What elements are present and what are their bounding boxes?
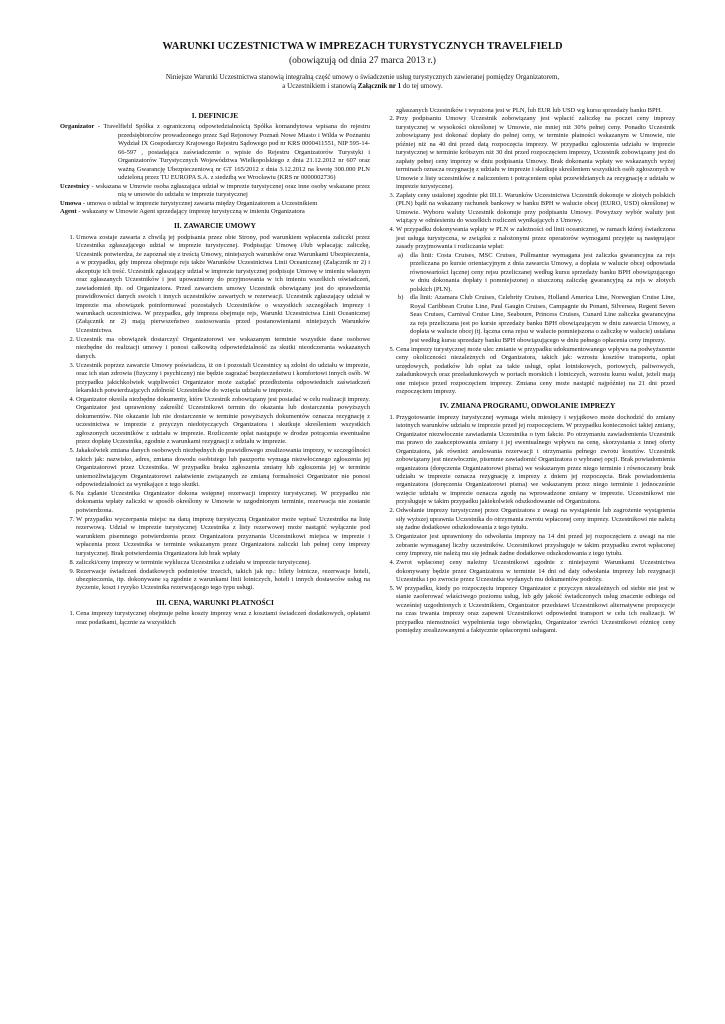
definition-item — [60, 123, 370, 182]
intro-line-2 — [120, 82, 605, 91]
intro-line-1: Niniejsze Warunki Uczestnictwa stanowią integralną część umowy o świadczenie usług turystycznych zawieranej pomiędzy Organizatorem, — [165, 73, 560, 81]
intro-line-2-pre: a Uczestnikiem i stanowią — [282, 82, 358, 91]
section-2-item: 1. Umowa zostaje zawarta z chwilą jej podpisania przez obie Strony, pod warunkiem wpłacenia zaliczki przez Uczestnika zgłaszającego udział w imprezie turystycznej. Podpisując Umowę i/lub wpłacając zaliczkę, Uczestnik potwierdza, że zapoznał się z treścią Umowy, niniejszych warunków oraz Warunkami Ubezpieczenia, a w przypadku, gdy impreza obejmuje rejs także Warunków Uczestnictwa Linii Oceanicznej (Załącznik nr 2) i akceptuje ich treść. Uczestnik zgłaszający udział w imprezie turystycznej podpisuje Umowę w imieniu własnym oraz zgłaszanych Uczestników i jest upoważniony do przyjmowania w ich imieniu wszelkich oświadczeń, zawiadomień itp. od Organizatora. Przed zawarciem umowy Uczestnik obowiązany jest do sprawdzenia prawidłowości danych swoich i innych uczestników zawartych w rezerwacji. Uczestnik zgłaszający udział w imprezie ma obowiązek poinformować pozostałych Uczestników o wszystkich szczegółach imprezy i warunkach uczestnictwa. W przypadku, gdy impreza obejmuje rejs, Warunki Uczestnictwa Linii Oceanicznej (Załącznik nr 2) mają pierwszeństwo zastosowania przed postanowieniami niniejszych Warunków Uczestnictwa. — [76, 234, 370, 335]
definition-text: - wskazany w Umowie Agent sprzedający imprezę turystyczną w imieniu Organizatora — [76, 207, 305, 215]
section-4-list — [380, 414, 675, 636]
left-column — [60, 112, 370, 628]
section-2-item: 7. W przypadku wyczerpania miejsc na daną imprezę turystyczną Organizator może wpisać Uczestnika na listę rezerwową. Udział w imprezie turystycznej Uczestnika z listy rezerwowej może nastąpić wyłącznie pod warunkiem pisemnego potwierdzenia przez Organizatora przyznania Uczestnikowi miejsca w imprezie i wpłacenia przez Uczestnika w terminie wskazanym przez Organizatora zaliczki lub pełnej ceny imprezy turystycznej. Brak potwierdzenia Organizatora lub brak wpłaty — [76, 516, 370, 558]
section-2-item: 8. zaliczki/ceny imprezy w terminie wyklucza Uczestnika z udziału w imprezie turystycznej. — [76, 559, 370, 567]
subitem-text: dla linii: Costa Cruises, MSC Cruises, Pullmantur wymagana jest zaliczka gwarancyjna za rejs przeliczana po kursie orientacyjnym z dnia zawarcia Umowy, a dopłata w walucie obcej odpowiada równowartości łącznej ceny rejsu przeliczanej według kursu sprzedaży banku BPH obowiązującego w dniu dokonania dopłaty i pomniejszonej o uiszczoną zaliczkę gwarancyjną za rejs w złotych polskich (PLN). — [410, 251, 675, 293]
right-column — [380, 107, 675, 636]
intro-line-2-post: do tej umowy. — [401, 82, 443, 91]
section-2-item: 6. Na żądanie Uczestnika Organizator dokona wstępnej rezerwacji imprezy turystycznej. W przypadku nie dokonania wpłaty zaliczki w sposób określony w Umowie w uzgodnionym terminie, rezerwacja nie zostanie potwierdzona. — [76, 490, 370, 515]
document-title: WARUNKI UCZESTNICTWA W IMPREZACH TURYSTYCZNYCH TRAVELFIELD — [162, 41, 563, 52]
section-4-item: 1. Przygotowanie imprezy turystycznej wymaga wielu miesięcy i wyjątkowo może dochodzić do zmiany istotnych warunków udziału w imprezie przed jej rozpoczęciem. W przypadku konieczności takiej zmiany, Organizator niezwłocznie zawiadamia Uczestnika o tym fakcie. Po otrzymaniu zawiadomienia Uczestnik ma prawo do zaakceptowania zmiany i jej ewentualnego wpływu na cenę, skorzystania z innej oferty Organizatora, jak również anulowania rezerwacji i otrzymania pełnego zwrotu kosztów. Uczestnik zobowiązany jest niezwłocznie, pisemnie zawiadomić Organizatora o wybranej opcji. Brak powiadomienia organizatora (doręczenia Organizatorowi pisma) we wskazanym przez niego terminie i równoczesny brak udziału w imprezie oznacza rezygnację z imprezy z dniem jej rozpoczęcia. Brak powiadomienia organizatora (doręczenia Organizatorowi pisma) we wskazanym przez niego terminie i jednocześnie wzięcie udziału w imprezie oznacza zgodę na wprowadzone zmiany w imprezie. Uczestnikowi nie przysługuje w takim przypadku jakiekolwiek odszkodowanie od Organizatora. — [396, 414, 675, 507]
section-3-item-1: 1. Cena imprezy turystycznej obejmuje pełne koszty imprezy wraz z kosztami świadczeń dodatkowych, opłatami oraz podatkami, łącznie za wszystkich — [76, 610, 370, 627]
subitem-text: dla linii: Azamara Club Cruises, Celebrity Cruises, Holland America Line, Norwegian Cruise Line, Royal Caribbean Cruise Line, Paul Gaugin Cruises, Campagnie du Ponant, Silversea, Regent Seven Seas Cruises, Carnival Cruise Line, Seabourn, Princess Cruises, Cunard Line zaliczka gwarancyjna za rejs przeliczana jest po kursie sprzedaży banku BPH obowiązującym w dniu zawarcia Umowy, a dopłata w walucie obcej (tj. łączna cena rejsu w walucie pomniejszona o zaliczkę w walucie) ustalana jest według kursu sprzedaży banku BPH obowiązującego w dniu pełnego opłacenia ceny imprezy. — [410, 294, 675, 344]
section-3-item — [396, 226, 675, 345]
section-4-item: 3. Organizator jest uprawniony do odwołania imprezy na 14 dni przed jej rozpoczęciem z uwagi na nie zebranie wymaganej liczby uczestników. Uczestnikowi przysługuje w takim przypadku zwrot wpłaconej ceny imprezy, nie należą mu się jednak żadne dodatkowe odszkodowania z tego tytułu. — [396, 533, 675, 558]
section-2-item: 5. Jakakolwiek zmiana danych osobowych niezbędnych do prawidłowego zrealizowania imprezy, w szczególności takich jak: nazwisko, adres, zmiana dowodu osobistego lub paszportu wymaga niezwłocznego zgłoszenia jej Organizatorowi przez Uczestnika. W przypadku braku zgłoszenia zmiany lub zgłoszenia jej w terminie uniemożliwiającym Organizatorowi załatwienie związanych ze zmianą formalności Organizator nie ponosi odpowiedzialności za wynikające z tego skutki. — [76, 447, 370, 489]
definition-term: Umowa — [60, 199, 82, 207]
section-2-item: 9. Rezerwacje świadczeń dodatkowych podmiotów trzecich, takich jak np.: bilety lotnicze, rezerwacje hoteli, ubezpieczenia, itp. dokonywane są zgodnie z warunkami linii lotniczych, hoteli i innych dostawców usług na życzenie, koszt i ryzyko Uczestnika rezerwującego tego typu usługi. — [76, 568, 370, 593]
section-3-list-left — [60, 610, 370, 627]
section-3-item — [396, 115, 675, 191]
section-4-item: 5. W przypadku, kiedy po rozpoczęciu imprezy Organizator z przyczyn niezależnych od siebie nie jest w stanie zaoferować właściwego poziomu usług, lub gdy jakość świadczonych usług znacznie odbiega od wcześniej uzgodnionych z Uczestnikiem, Organizator przedstawi Uczestnikowi alternatywne propozycje na czas trwania imprezy oraz zapewni Uczestnikowi odpowiedni transport w celu ich realizacji. W przypadku niemożności wypełnienia tego obowiązku, Organizator zwróci Uczestnikowi różnicę ceny pomiędzy zrealizowanymi a faktycznie opłaconymi usługami. — [396, 585, 675, 636]
definition-item — [60, 208, 370, 216]
section-2-item: 4. Organizator określa niezbędne dokumenty, które Uczestnik zobowiązany jest posiadać w celu realizacji imprezy. Organizator jest uprawniony zakreślić Uczestnikowi termin do okazania lub dostarczenia powyższych dokumentów. Nie okazanie lub nie dostarczenie w terminie powyższych dokumentów oznacza rezygnację z uczestnictwa w imprezie z przyczyn niedotyczących Organizatora i skutkuje skreśleniem wszystkich zgłoszonych uczestników z udziału w imprezie. Rozliczenie opłat nastąpuje w drodze potrącenia ewentualne przez dopłatę Uczestnika, zgodnie z warunkami rezygnacji z udziału w imprezie. — [76, 396, 370, 447]
definition-text: - Travelfield Spółka z ograniczoną odpowiedzialnością Spółka komandytowa wpisana do rejestru przedsiębiorców prowadzonego przez Sąd Rejonowy Poznań Nowe Miasto i Wilda w Poznaniu Wydział IX Gospodarczy Krajowego Rejestru Sądowego pod nr KRS 0000411551, NIP 595-14-66-597 , posiadająca zaświadczenie o wpisie do Rejestru Organizatorów Turystyki i Organizatorów Turystycznych Województwa Wielkopolskiego z dnia 21.12.2012 nr 607 oraz ważną Gwarancję Ubezpieczeniową nr GT 165/2012 z dnia 3.12.2012 na kwotę 300.000 PLN udzieloną przez TU EUROPA S.A. z siedzibą we Wrocławiu (KRS nr 0000002736) — [94, 123, 370, 182]
section-2-heading: II. ZAWARCIE UMOWY — [174, 221, 256, 231]
definition-text: - umowa o udział w imprezie turystycznej zawarta między Organizatorem a Uczestnikiem — [81, 199, 318, 207]
definition-term: Organizator — [60, 123, 95, 131]
section-3-item-1-continued: zgłaszanych Uczestników i wyrażona jest w PLN, lub EUR lub USD wg kursu sprzedaży banku BPH. — [396, 107, 662, 114]
subitem-label: b) — [398, 294, 404, 302]
section-3-list-right — [380, 115, 675, 396]
section-4-heading: IV. ZMIANA PROGRAMU, ODWOŁANIE IMPREZY — [439, 401, 616, 411]
definitions-list — [60, 123, 370, 216]
section-4-item: 2. Odwołanie imprezy turystycznej przez Organizatora z uwagi na wystąpienie lub zagrożenie wystąpienia siły wyższej uprawnia Uczestnika do otrzymania zwrotu wpłaconej ceny imprezy. Uczestnikowi nie należą się żadne dodatkowe odszkodowania z tego tytułu. — [396, 507, 675, 532]
section-2-item: 3. Uczestnik poprzez zawarcie Umowy poświadcza, iż on i pozostali Uczestnicy są zdolni do udziału w imprezie, oraz ich stan zdrowia (fizyczny i psychiczny) nie będzie zagrażać bezpieczeństwu i komfortowi innych osób. W przypadku jakichkolwiek wątpliwości Organizator może zażądać przedłożenia odpowiednich zaświadczeń lekarskich potwierdzających zdolność Uczestników do wzięcia udziału w imprezie. — [76, 362, 370, 396]
section-3-subitem — [396, 252, 675, 294]
intro-attachment-ref: Załącznik nr 1 — [357, 82, 402, 91]
section-2-list — [60, 234, 370, 593]
section-3-item-5: 5. Cena imprezy turystycznej może ulec zmianie w przypadku udokumentowanego wpływu na podwyższenie ceny okoliczności niezależnych od Organizatora, takich jak: wzrostu kosztów transportu, opłat urzędowych, podatków lub opłat za takie usługi, opłat lotniskowych, portowych, paliwowych, załadunkowych oraz przeładunkowych w portach morskich i lotniczych, wzrostu kursu walut, jeżeli mają one miejsce przed rozpoczęciem imprezy. Zmiana ceny może nastąpić najpóźniej na 21 dni przed rozpoczęciem imprezy. — [396, 346, 675, 397]
section-3-item — [396, 192, 675, 226]
section-3-item-text: Zapłaty ceny ustalonej zgodnie pkt III.1. Warunków Uczestnictwa Uczestnik dokonuje w złotych polskich (PLN) bądź na wskazany rachunek bankowy w banku BPH w walucie obcej (EURO, USD) określonej w Umowie. Wyboru waluty Uczestnik dokonuje przy podpisaniu Umowy. Powyższy wybór waluty jest wiążący w odniesieniu do wszelkich rozliczeń wynikających z Umowy. — [396, 192, 675, 225]
subitem-label: a) — [398, 251, 404, 259]
document-subtitle: (obowiązują od dnia 27 marca 2013 r.) — [289, 56, 436, 66]
section-4-item: 4. Zwrot wpłaconej ceny należny Uczestnikowi zgodnie z niniejszymi Warunkami Uczestnictwa dokonywany będzie przez Organizatora w terminie 14 dni od daty odwołania imprezy lub rezygnacji Uczestnika i po zwrocie przez Uczestnika wydanych mu dokumentów podróży. — [396, 559, 675, 584]
section-3-subitem — [396, 294, 675, 345]
intro-text — [120, 73, 605, 92]
definition-text: - wskazana w Umowie osoba zgłaszająca udział w imprezie turystycznej oraz inne osoby wskazane przez nią w umowie do udziału w imprezie turystycznej — [89, 182, 370, 199]
section-2-item: 2. Uczestnik ma obowiązek dostarczyć Organizatorowi we wskazanym terminie wszystkie dane osobowe niezbędne do realizacji umowy i ponosi całkowitą odpowiedzialność za skutki nieodczerania wskazanych danych. — [76, 336, 370, 361]
section-3-item-text: Przy podpisaniu Umowy Uczestnik zobowiązany jest wpłacić zaliczkę na poczet ceny imprezy turystycznej w wysokości określonej w Umowie, nie mniej niż 30% pełnej ceny. Ponadto Uczestnik zobowiązany jest dokonać dopłaty do pełnej ceny, w terminie płatności wskazanym w Umowie, nie później niż na 40 dni przed datą rozpoczęcia imprezy. W przypadku zgłoszenia udziału w imprezie turystycznej w terminie krótszym niż 30 dni przed rozpoczęciem imprezy, Uczestnik zobowiązany jest do zapłaty pełnej ceny imprezy w dniu podpisania Umowy. Brak dokonania wpłaty we wskazanych wyżej terminach oznacza rezygnację z udziału w imprezie i skutkuje skreśleniem wszystkich osób zgłoszonych w Umowie z listy uczestników z naliczeniem i potrąceniem opłat przewidzianych za rezygnację z udziału w imprezie turystycznej. — [396, 115, 675, 191]
definition-item — [60, 183, 370, 200]
definition-term: Uczestnicy — [60, 182, 90, 190]
definition-item — [60, 200, 370, 208]
section-3-heading: III. CENA, WARUNKI PŁATNOŚCI — [156, 597, 274, 607]
section-1-heading: I. DEFINICJE — [191, 111, 239, 120]
section-3-sublist — [396, 252, 675, 345]
definition-term: Agent — [60, 207, 77, 215]
section-3-item-text: W przypadku dokonywania wpłaty w PLN w zależności od linii oceanicznej, w ramach której świadczona jest usługa turystyczna, w związku z nałożonymi przez operatorów wymogami przyjęte są następujące zasady przyjmowania i rozliczania wpłat: — [396, 226, 675, 251]
